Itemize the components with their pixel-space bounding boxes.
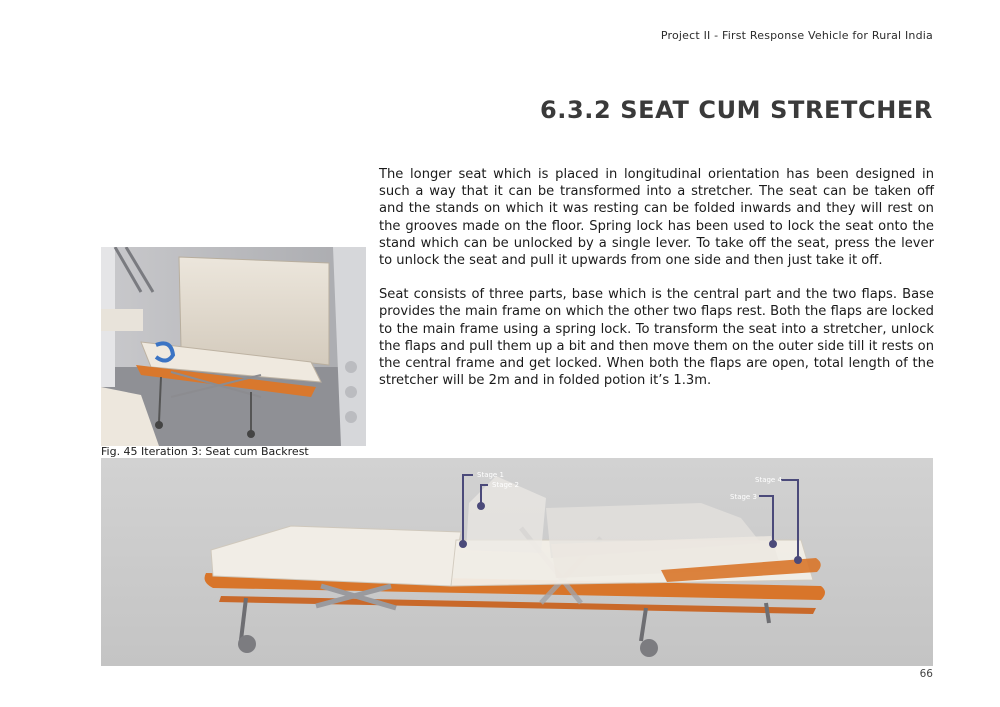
body-text xyxy=(379,166,934,406)
stage-4-label: Stage 4 xyxy=(755,476,782,484)
paragraph: Seat consists of three parts, base which is the central part and the two flaps. Base provides the main frame on which the other two flaps rest. Both the flaps are locked to the main frame using a spring lock. To transform the seat into a stretcher, unlock the flaps and pull them up a bit and then move them on the outer side till it rests on the central frame and get locked. When both the flaps are open, total length of the stretcher will be 2m and in folded potion it’s 1.3m. xyxy=(379,287,934,389)
section-title: 6.3.2 SEAT CUM STRETCHER xyxy=(539,96,933,124)
paragraph: The longer seat which is placed in longitudinal orientation has been designed in such a way that it can be transformed into a stretcher. The seat can be taken off and the stands on which it was resting can be folded inwards and they will rest on the grooves made on the floor. Spring lock has been used to lock the seat onto the stand which can be unlocked by a single lever. To take off the seat, press the lever to unlock the seat and pull it upwards from one side and then just take it off. xyxy=(379,167,934,269)
figure-caption: Fig. 45 Iteration 3: Seat cum Backrest xyxy=(101,445,309,458)
stretcher-stages-render xyxy=(101,458,933,666)
stage-3-label: Stage 3 xyxy=(730,493,757,501)
page-number: 66 xyxy=(919,668,933,680)
stage-1-label: Stage 1 xyxy=(477,471,504,479)
running-header: Project II - First Response Vehicle for Rural India xyxy=(660,29,933,42)
stage-2-label: Stage 2 xyxy=(492,481,519,489)
seat-photo xyxy=(101,247,366,446)
